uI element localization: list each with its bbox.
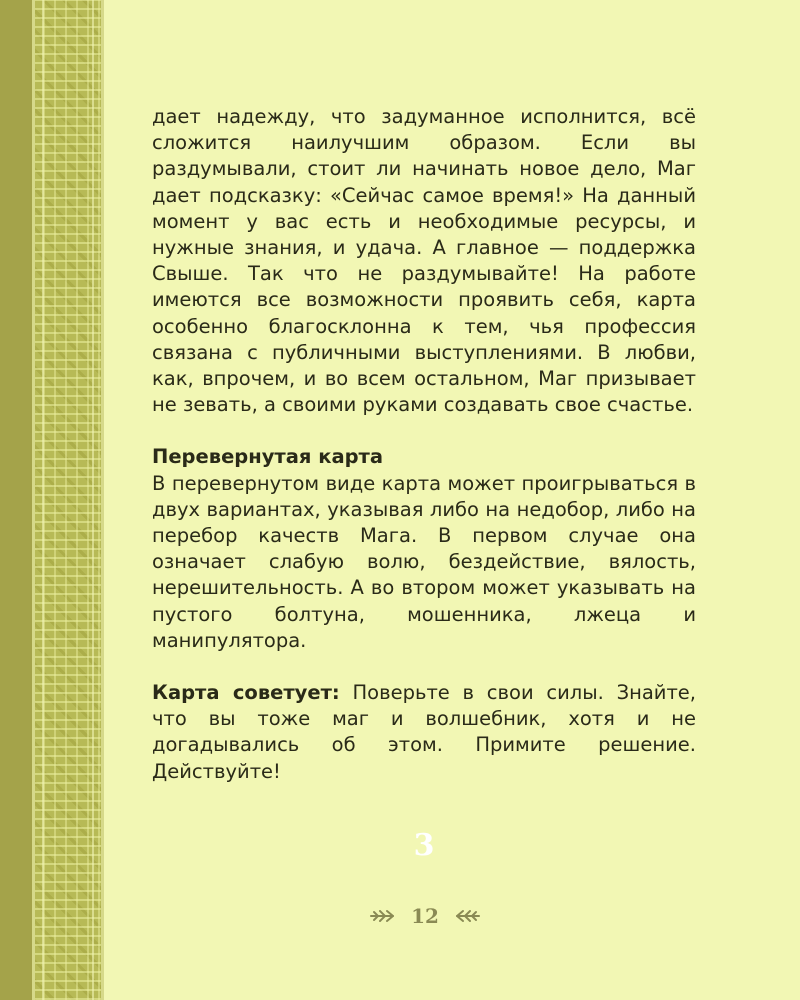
body-paragraph: дает надежду, что задуманное исполнится, всё сложится наилучшим образом. Если вы раздумывали, стоит ли начинать новое дело, Маг дает подсказку: «Сейчас самое время!» На данный момент у вас есть и необходимые ресурсы, и нужные знания, и удача. А главное — поддержка Свыше. Так что не раздумывайте! На работе имеются все возможности проявить себя, карта особенно благосклонна к тем, чья профессия связана с публичными выступлениями. В любви, как, впрочем, и во всем остальном, Маг призывает не зевать, а своими руками создавать свое счастье. bbox=[152, 105, 696, 417]
chapter-mark: 3 bbox=[413, 828, 435, 863]
page-edge-strip bbox=[0, 0, 32, 1000]
page-number: 12 bbox=[411, 904, 439, 928]
sprig-arrow-left-icon bbox=[453, 908, 481, 924]
advice-lead: Карта советует: bbox=[152, 681, 340, 705]
advice-section bbox=[152, 680, 696, 785]
sprig-arrow-right-icon bbox=[369, 908, 397, 924]
ornament-inner-frame bbox=[42, 0, 94, 1000]
advice-text: Поверьте в свои силы. Знайте, что вы тоже маг и волшебник, хотя и не догадывались об этом. Примите решение. Действуйте! bbox=[152, 681, 697, 783]
section-heading: Перевернутая карта bbox=[152, 445, 384, 469]
page-footer bbox=[360, 900, 490, 932]
reversed-section bbox=[152, 444, 696, 654]
body-paragraph: В перевернутом виде карта может проигрываться в двух вариантах, указывая либо на недобор, либо на перебор качеств Мага. В первом случае она означает слабую волю, бездействие, вялость, нерешительность. А во втором может указывать на пустого болтуна, мошенника, лжеца и манипулятора. bbox=[152, 471, 696, 652]
book-text bbox=[152, 104, 696, 785]
